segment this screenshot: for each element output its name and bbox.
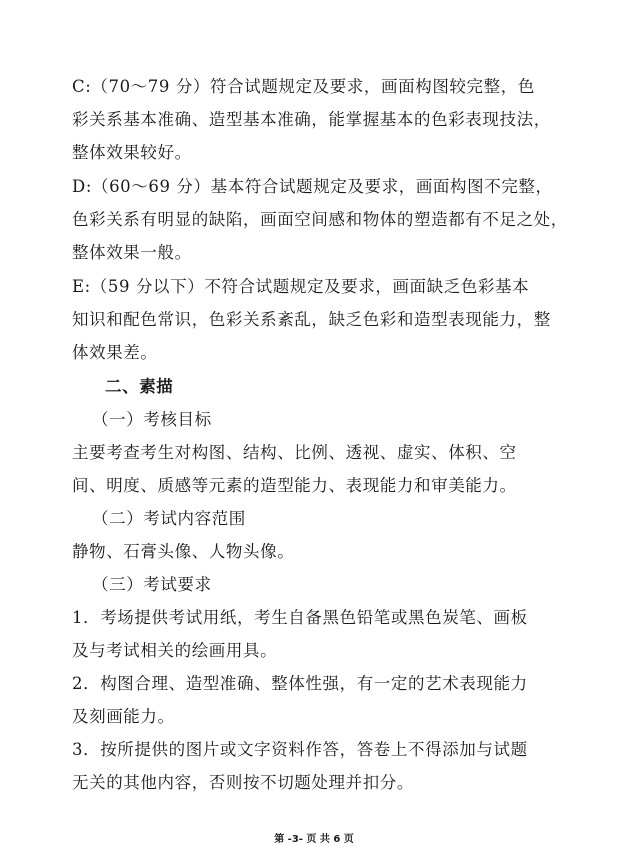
section-2-title: 二、素描 xyxy=(105,377,174,396)
requirement-1-line-2: 及与考试相关的绘画用具。 xyxy=(72,641,278,660)
grade-d-paragraph xyxy=(72,170,572,269)
subsection-3-title: （三）考试要求 xyxy=(92,575,212,594)
grade-d-line-2: 色彩关系有明显的缺陷，画面空间感和物体的塑造都有不足之处， xyxy=(72,210,568,229)
goal-line-1: 主要考查考生对构图、结构、比例、透视、虚实、体积、空 xyxy=(72,443,517,462)
page-footer: 第 -3- 页 共 6 页 xyxy=(274,834,354,845)
grade-e-line-2: 知识和配色常识，色彩关系紊乱，缺乏色彩和造型表现能力，整 xyxy=(72,310,551,329)
grade-e-paragraph xyxy=(72,270,572,369)
grade-c-line-3: 整体效果较好。 xyxy=(72,143,192,162)
requirement-3-line-1: 3．按所提供的图片或文字资料作答，答卷上不得添加与试题 xyxy=(72,740,528,759)
grade-c-line-2: 彩关系基本准确、造型基本准确，能掌握基本的色彩表现技法， xyxy=(72,110,551,129)
requirement-2-line-1: 2．构图合理、造型准确、整体性强，有一定的艺术表现能力 xyxy=(72,674,528,693)
grade-e-line-3: 体效果差。 xyxy=(72,343,158,362)
requirement-3-line-2: 无关的其他内容，否则按不切题处理并扣分。 xyxy=(72,773,414,792)
scope-line: 静物、石膏头像、人物头像。 xyxy=(72,542,295,561)
requirement-1-line-1: 1．考场提供考试用纸，考生自备黑色铅笔或黑色炭笔、画板 xyxy=(72,608,528,627)
requirement-2-line-2: 及刻画能力。 xyxy=(72,707,175,726)
grade-d-line-1: D:（60～69 分）基本符合试题规定及要求，画面构图不完整， xyxy=(72,177,553,196)
grade-e-line-1: E:（59 分以下）不符合试题规定及要求，画面缺乏色彩基本 xyxy=(72,277,530,296)
grade-c-paragraph xyxy=(72,70,572,169)
goal-line-2: 间、明度、质感等元素的造型能力、表现能力和审美能力。 xyxy=(72,476,517,495)
subsection-1-title: （一）考核目标 xyxy=(92,410,212,429)
section-2 xyxy=(72,370,572,799)
grade-d-line-3: 整体效果一般。 xyxy=(72,243,192,262)
subsection-2-title: （二）考试内容范围 xyxy=(92,509,246,528)
grade-c-line-1: C:（70～79 分）符合试题规定及要求，画面构图较完整，色 xyxy=(72,77,535,96)
